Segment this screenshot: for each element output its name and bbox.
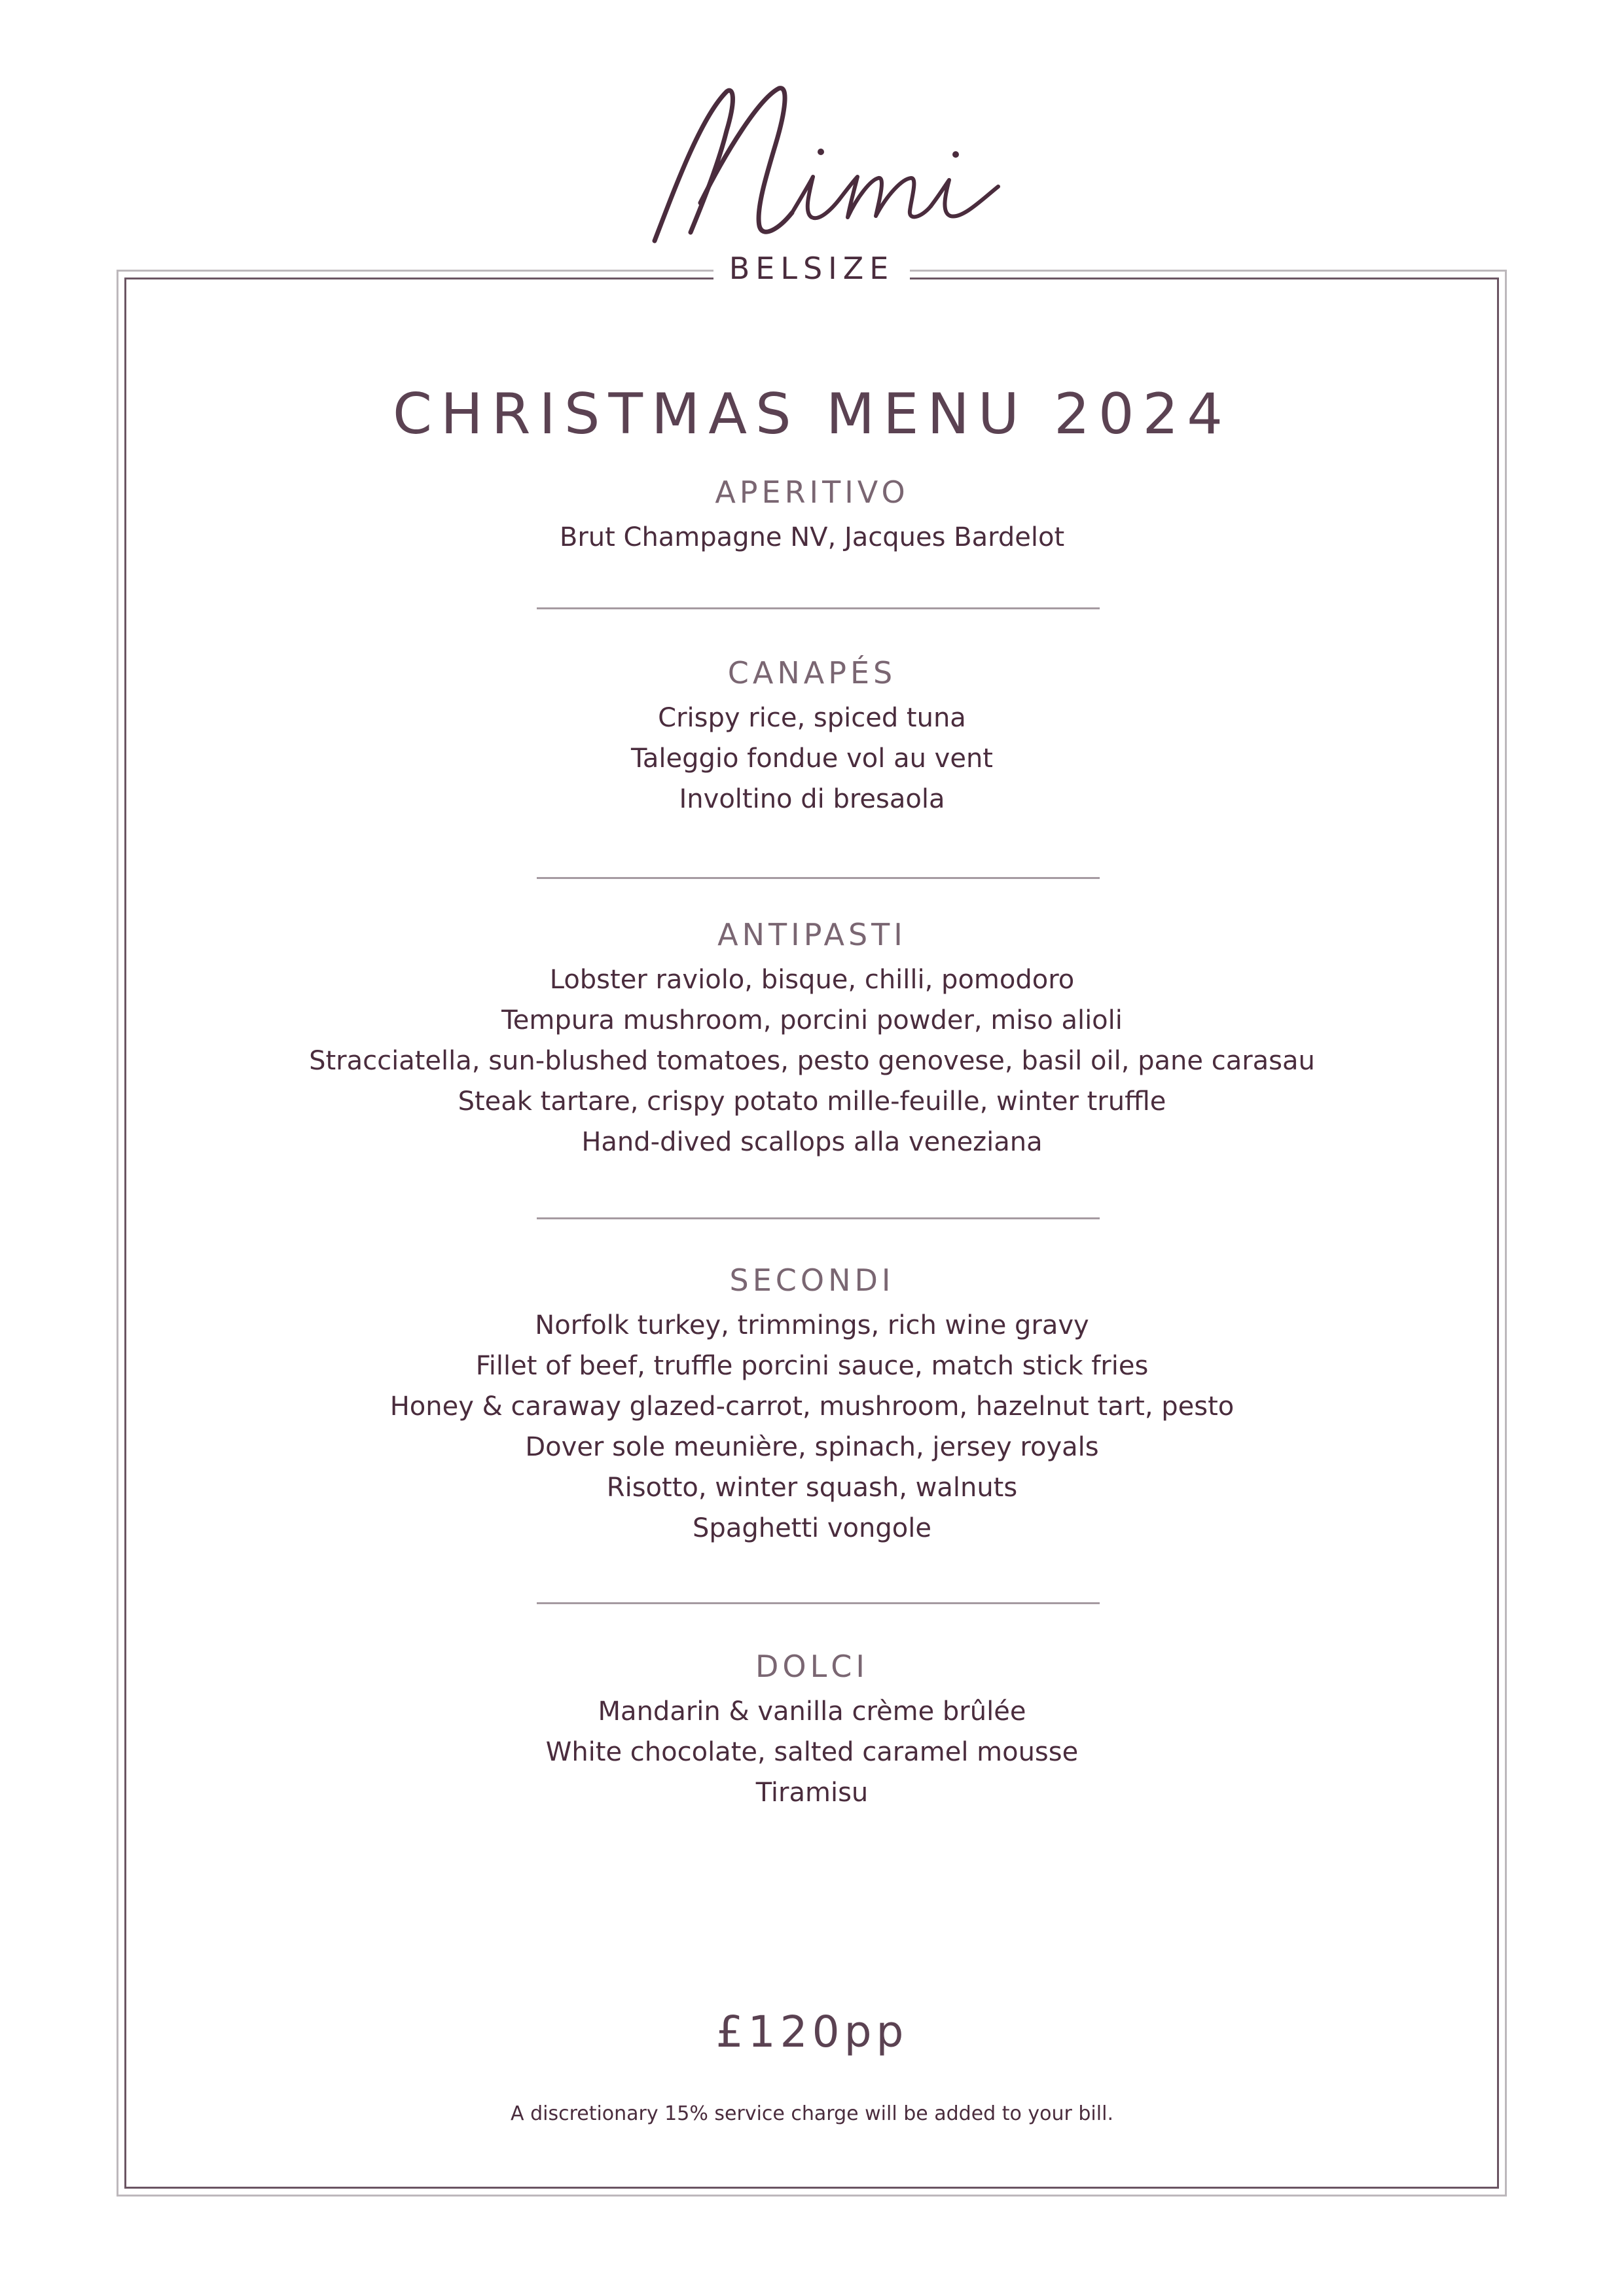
section-heading: APERITIVO [715, 475, 909, 510]
section-secondi [0, 1261, 1624, 1549]
section-heading: SECONDI [729, 1263, 895, 1298]
menu-item: Tempura mushroom, porcini powder, miso alioli [501, 1005, 1123, 1035]
menu-item: Dover sole meunière, spinach, jersey royals [525, 1432, 1099, 1462]
menu-item: Crispy rice, spiced tuna [658, 703, 966, 733]
section-canapes [0, 653, 1624, 819]
menu-item: Mandarin & vanilla crème brûlée [598, 1696, 1026, 1727]
menu-item: Spaghetti vongole [693, 1513, 931, 1543]
divider [537, 877, 1100, 879]
service-charge-note: A discretionary 15% service charge will be added to your bill. [511, 2102, 1113, 2125]
divider [537, 1602, 1100, 1604]
section-heading: DOLCI [755, 1649, 869, 1684]
divider [537, 1217, 1100, 1219]
menu-item: Tiramisu [755, 1778, 869, 1808]
inner-frame [124, 278, 1499, 2189]
location-label: BELSIZE [729, 251, 895, 286]
section-dolci [0, 1647, 1624, 1813]
menu-item: Stracciatella, sun-blushed tomatoes, pesto genovese, basil oil, pane carasau [309, 1046, 1315, 1076]
menu-item: Norfolk turkey, trimmings, rich wine gravy [535, 1310, 1089, 1340]
section-antipasti [0, 915, 1624, 1162]
menu-item: Fillet of beef, truffle porcini sauce, match stick fries [475, 1351, 1149, 1381]
menu-item: Steak tartare, crispy potato mille-feuille, winter truffle [458, 1086, 1166, 1117]
menu-item: Honey & caraway glazed-carrot, mushroom, hazelnut tart, pesto [389, 1391, 1235, 1422]
menu-item: Brut Champagne NV, Jacques Bardelot [559, 522, 1065, 552]
divider [537, 607, 1100, 609]
mimi-logo [628, 72, 1008, 262]
menu-title: CHRISTMAS MENU 2024 [393, 381, 1231, 447]
section-heading: CANAPÉS [727, 655, 897, 691]
menu-item: Lobster raviolo, bisque, chilli, pomodoro [549, 965, 1075, 995]
menu-item: Involtino di bresaola [679, 784, 945, 814]
price-per-person: £120pp [715, 2007, 909, 2057]
section-heading: ANTIPASTI [717, 917, 907, 952]
menu-item: Hand-dived scallops alla veneziana [581, 1127, 1043, 1157]
menu-item: Taleggio fondue vol au vent [631, 744, 993, 774]
menu-item: White chocolate, salted caramel mousse [545, 1737, 1079, 1767]
menu-item: Risotto, winter squash, walnuts [606, 1473, 1018, 1503]
section-aperitivo [0, 473, 1624, 558]
